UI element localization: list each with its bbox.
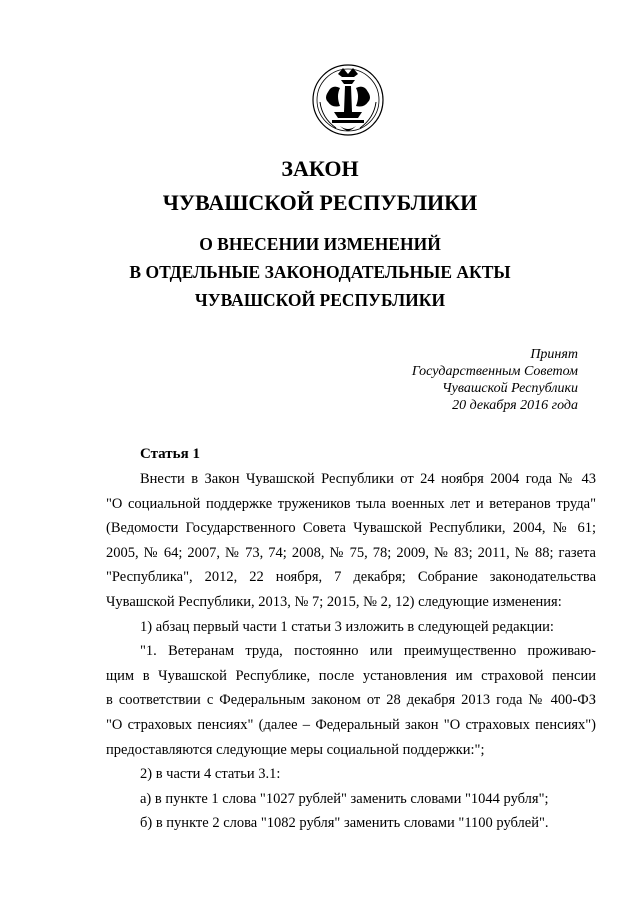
law-subtitle-line: О ВНЕСЕНИИ ИЗМЕНЕНИЙ <box>199 234 441 254</box>
adoption-note-line: Чувашской Республики <box>442 381 578 396</box>
paragraph-line: "1. Ветеранам труда, постоянно или преимущественно проживаю- <box>140 643 596 660</box>
law-subtitle <box>0 230 640 314</box>
paragraph-line: (Ведомости Государственного Совета Чувашской Республики, 2004, № 61; <box>106 520 596 537</box>
adoption-note-line: Государственным Советом <box>411 364 578 379</box>
paragraph-line: предоставляются следующие меры социальной поддержки:"; <box>106 741 485 758</box>
adoption-note-line: Принят <box>530 347 578 362</box>
article-body <box>106 467 596 836</box>
law-subtitle-line: ЧУВАШСКОЙ РЕСПУБЛИКИ <box>194 290 446 310</box>
paragraph-line: Внести в Закон Чувашской Республики от 24 ноября 2004 года № 43 <box>140 471 596 487</box>
chuvash-republic-emblem-icon <box>310 62 386 138</box>
paragraph-line: "О социальной поддержке тружеников тыла военных лет и ветеранов труда" <box>106 495 596 512</box>
paragraph-line: "О страховых пенсиях" (далее – Федеральный закон "О страховых пенсиях") <box>106 716 596 733</box>
paragraph-line: 2005, № 64; 2007, № 73, 74; 2008, № 75, 78; 2009, № 83; 2011, № 88; газета <box>106 544 596 561</box>
article-heading: Статья 1 <box>140 446 200 462</box>
paragraph-line: 1) абзац первый части 1 статьи 3 изложить в следующей редакции: <box>140 618 554 635</box>
paragraph-line: 2) в части 4 статьи 3.1: <box>140 766 281 783</box>
paragraph-line: щим в Чувашской Республике, после установления им страховой пенсии <box>106 667 596 684</box>
law-title <box>0 152 640 220</box>
law-subtitle-line: В ОТДЕЛЬНЫЕ ЗАКОНОДАТЕЛЬНЫЕ АКТЫ <box>129 262 511 282</box>
paragraph-line: "Республика", 2012, 22 ноября, 7 декабря; Собрание законодательства <box>106 569 596 586</box>
paragraph-line: в соответствии с Федеральным законом от 28 декабря 2013 года № 400-ФЗ <box>106 692 596 709</box>
adoption-note-line: 20 декабря 2016 года <box>452 398 578 413</box>
paragraph-line: б) в пункте 2 слова "1082 рубля" заменить словами "1100 рублей". <box>140 815 549 832</box>
paragraph-line: а) в пункте 1 слова "1027 рублей" заменить словами "1044 рубля"; <box>140 790 549 807</box>
paragraph-line: Чувашской Республики, 2013, № 7; 2015, № 2, 12) следующие изменения: <box>106 593 562 610</box>
law-title-line: ЧУВАШСКОЙ РЕСПУБЛИКИ <box>162 190 478 215</box>
law-title-line: ЗАКОН <box>281 156 359 181</box>
adoption-note <box>400 346 578 414</box>
